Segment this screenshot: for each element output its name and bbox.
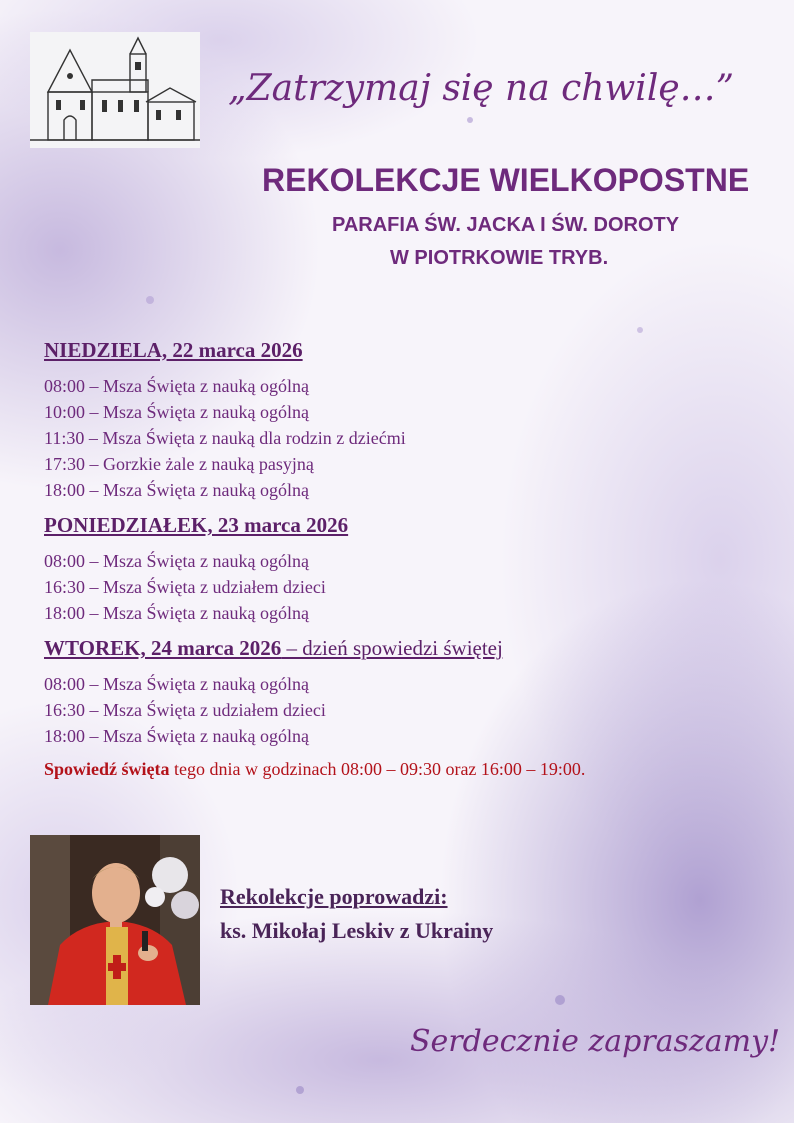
schedule-entry: 18:00 – Msza Święta z nauką ogólną xyxy=(44,726,309,746)
parish-name: PARAFIA ŚW. JACKA I ŚW. DOROTY xyxy=(332,214,680,236)
parish-location: W PIOTRKOWIE TRYB. xyxy=(390,247,609,269)
leader-name: ks. Mikołaj Leskiv z Ukrainy xyxy=(220,918,494,943)
day-heading-tuesday: WTOREK, 24 marca 2026 – dzień spowiedzi świętej xyxy=(44,636,503,660)
motto-heading: „Zatrzymaj się na chwilę…” xyxy=(228,68,735,109)
schedule-list-sunday xyxy=(44,373,764,503)
schedule-entry: 11:30 – Msza Święta z nauką dla rodzin z dziećmi xyxy=(44,428,406,448)
day-note: – dzień spowiedzi świętej xyxy=(281,636,503,660)
schedule-entry: 16:30 – Msza Święta z udziałem dzieci xyxy=(44,700,326,720)
priest-photo xyxy=(30,835,200,1005)
leader-label: Rekolekcje poprowadzi: xyxy=(220,884,448,909)
church-drawing xyxy=(30,32,200,148)
confession-hours: tego dnia w godzinach 08:00 – 09:30 oraz 16:00 – 19:00. xyxy=(169,759,586,779)
schedule xyxy=(44,338,764,780)
schedule-entry: 10:00 – Msza Święta z nauką ogólną xyxy=(44,402,309,422)
schedule-entry: 17:30 – Gorzkie żale z nauką pasyjną xyxy=(44,454,314,474)
confession-info xyxy=(44,759,764,780)
schedule-entry: 18:00 – Msza Święta z nauką ogólną xyxy=(44,603,309,623)
schedule-list-monday xyxy=(44,548,764,626)
day-heading-sunday: NIEDZIELA, 22 marca 2026 xyxy=(44,338,303,362)
schedule-entry: 16:30 – Msza Święta z udziałem dzieci xyxy=(44,577,326,597)
page-title: REKOLEKCJE WIELKOPOSTNE xyxy=(262,162,750,198)
schedule-list-tuesday xyxy=(44,671,764,749)
schedule-entry: 08:00 – Msza Święta z nauką ogólną xyxy=(44,551,309,571)
schedule-entry: 08:00 – Msza Święta z nauką ogólną xyxy=(44,674,309,694)
closing-invitation: Serdecznie zapraszamy! xyxy=(410,1024,781,1059)
day-heading-monday: PONIEDZIAŁEK, 23 marca 2026 xyxy=(44,513,349,537)
schedule-entry: 08:00 – Msza Święta z nauką ogólną xyxy=(44,376,309,396)
schedule-entry: 18:00 – Msza Święta z nauką ogólną xyxy=(44,480,309,500)
confession-label: Spowiedź święta xyxy=(44,759,170,779)
